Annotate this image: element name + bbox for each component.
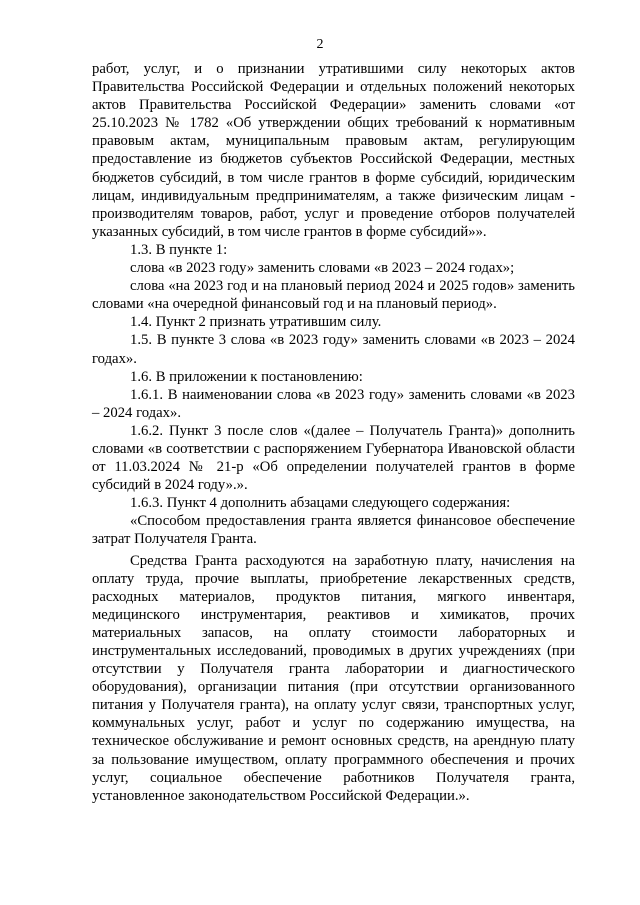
document-body	[92, 60, 575, 805]
paragraph-1-6-2: 1.6.2. Пункт 3 после слов «(далее – Получатель Гранта)» дополнить словами «в соответствии с распоряжением Губернатора Ивановской области от 11.03.2024 № 21-р «Об определении получателей грантов в форме субсидий в 2024 году».».	[92, 422, 575, 494]
paragraph-1-3-item-1: слова «в 2023 году» заменить словами «в 2023 – 2024 годах»;	[130, 260, 515, 277]
page-number: 2	[316, 37, 324, 52]
paragraph-1-6: 1.6. В приложении к постановлению:	[130, 368, 363, 385]
paragraph-quote-grant-expenses: Средства Гранта расходуются на заработную плату, начисления на оплату труда, прочие выплаты, приобретение лекарственных средств, расходных материалов, продуктов питания, мягкого инвентаря, медицинского инструментария, реактивов и химикатов, прочих материальных запасов, на оплату стоимости лабораторных и инструментальных исследований, проводимых в других учреждениях (при отсутствии у Получателя гранта лаборатории и диагностического оборудования), организации питания (при отсутствии организованного питания у Получателя гранта), на оплату услуг связи, транспортных услуг, коммунальных услуг, работ и услуг по содержанию имущества, на техническое обслуживание и ремонт основных средств, на арендную плату за пользование имуществом, оплату программного обеспечения и прочих услуг, социальное обеспечение работников Получателя гранта, установленное законодательством Российской Федерации.».	[92, 552, 575, 804]
paragraph-1-5: 1.5. В пункте 3 слова «в 2023 году» заменить словами «в 2023 – 2024 годах».	[92, 332, 575, 367]
paragraph-1-4: 1.4. Пункт 2 признать утратившим силу.	[130, 314, 382, 331]
paragraph-quote-grant-method: «Способом предоставления гранта является финансовое обеспечение затрат Получателя Гранта.	[92, 513, 575, 548]
paragraph-continuation: работ, услуг, и о признании утратившими силу некоторых актов Правительства Российской Федерации и отдельных положений некоторых актов Правительства Российской Федерации» заменить словами «от 25.10.2023 № 1782 «Об утверждении общих требований к нормативным правовым актам, муниципальным правовым актам, регулирующим предоставление из бюджетов субъектов Российской Федерации, местных бюджетов субсидий, в том числе грантов в форме субсидий, юридическим лицам, индивидуальным предпринимателям, а также физическим лицам - производителям товаров, работ, услуг и проведение отборов получателей указанных субсидий, в том числе грантов в форме субсидий»».	[92, 61, 575, 240]
paragraph-1-6-3: 1.6.3. Пункт 4 дополнить абзацами следующего содержания:	[130, 495, 511, 512]
paragraph-1-3-item-2: слова «на 2023 год и на плановый период 2024 и 2025 годов» заменить словами «на очередной финансовый год и на плановый период».	[92, 278, 575, 313]
paragraph-1-6-1: 1.6.1. В наименовании слова «в 2023 году» заменить словами «в 2023 – 2024 годах».	[92, 386, 575, 421]
paragraph-1-3: 1.3. В пункте 1:	[130, 241, 228, 258]
